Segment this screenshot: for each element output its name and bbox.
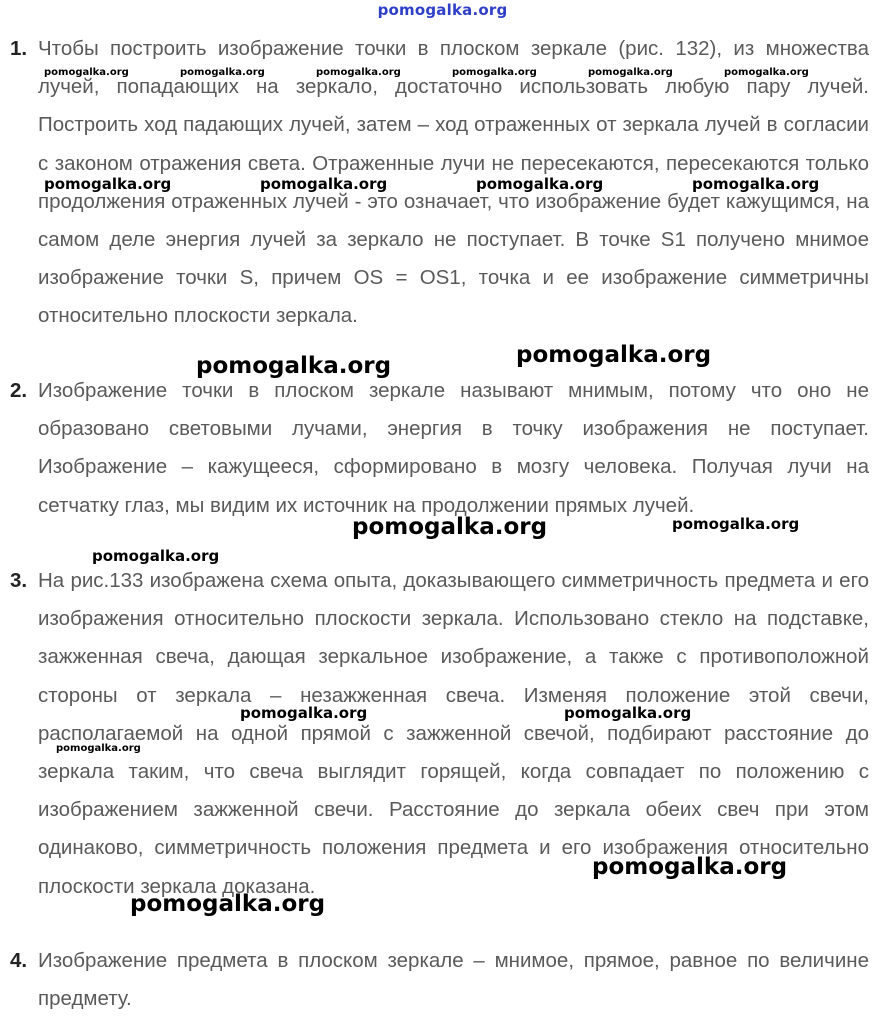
watermark: pomogalka.org [44, 67, 129, 78]
watermark: pomogalka.org [588, 67, 673, 78]
watermark: pomogalka.org [592, 854, 788, 880]
watermark: pomogalka.org [452, 67, 537, 78]
item-number: 3. [10, 569, 28, 592]
watermark: pomogalka.org [692, 175, 820, 193]
item-text: На рис.133 изображена схема опыта, доказывающего симметричность предмета и его изображения относительно плоскости зеркала. Использовано стекло на подставке, зажженная свеча, дающая зеркальное изображение, а также с противоположной стороны от зеркала – незажженная свеча. Изменяя положение этой свечи, располагаемой на одной прямой с зажженной свечой, подбирают расстояние до зеркала таким, что свеча выглядит горящей, когда совпадает по положению с изображением зажженной свечи. Расстояние до зеркала обеих свеч при этом одинаково, симметричность положения предмета и его изображения относительно плоскости зеркала доказана. [38, 569, 869, 898]
item-number: 1. [10, 37, 28, 60]
watermark: pomogalka.org [352, 514, 548, 540]
watermark: pomogalka.org [516, 342, 712, 368]
watermark: pomogalka.org [92, 547, 220, 565]
watermark: pomogalka.org [240, 704, 368, 722]
watermark: pomogalka.org [724, 67, 809, 78]
item-text: Изображение точки в плоском зеркале называют мнимым, потому что оно не образовано световыми лучами, энергия в точку изображения не поступает. Изображение – кажущееся, сформировано в мозгу человека. Получая лучи на сетчатку глаз, мы видим их источник на продолжении прямых лучей. [38, 379, 869, 517]
watermark: pomogalka.org [260, 175, 388, 193]
item-number: 2. [10, 379, 28, 402]
item-number: 4. [10, 949, 28, 972]
watermark: pomogalka.org [564, 704, 692, 722]
item-text: Чтобы построить изображение точки в плоском зеркале (рис. 132), из множества лучей, попадающих на зеркало, достаточно использовать любую пару лучей. Построить ход падающих лучей, затем – ход отраженных от зеркала лучей в согласии с законом отражения света. Отраженные лучи не пересекаются, пересекаются только продолжения отраженных лучей - это означает, что изображение будет кажущимся, на самом деле энергия лучей за зеркало не поступает. В точке S1 получено мнимое изображение точки S, причем OS = OS1, точка и ее изображение симметричны относительно плоскости зеркала. [38, 37, 869, 328]
watermark: pomogalka.org [180, 67, 265, 78]
watermark: pomogalka.org [44, 175, 172, 193]
watermark: pomogalka.org [56, 743, 141, 754]
header-watermark: pomogalka.org [377, 1, 508, 19]
watermark: pomogalka.org [316, 67, 401, 78]
watermark: pomogalka.org [196, 353, 392, 379]
item-text: Изображение предмета в плоском зеркале – мнимое, прямое, равное по величине предмету. [38, 949, 869, 1011]
watermark: pomogalka.org [476, 175, 604, 193]
watermark: pomogalka.org [672, 515, 800, 533]
watermark: pomogalka.org [130, 891, 326, 917]
